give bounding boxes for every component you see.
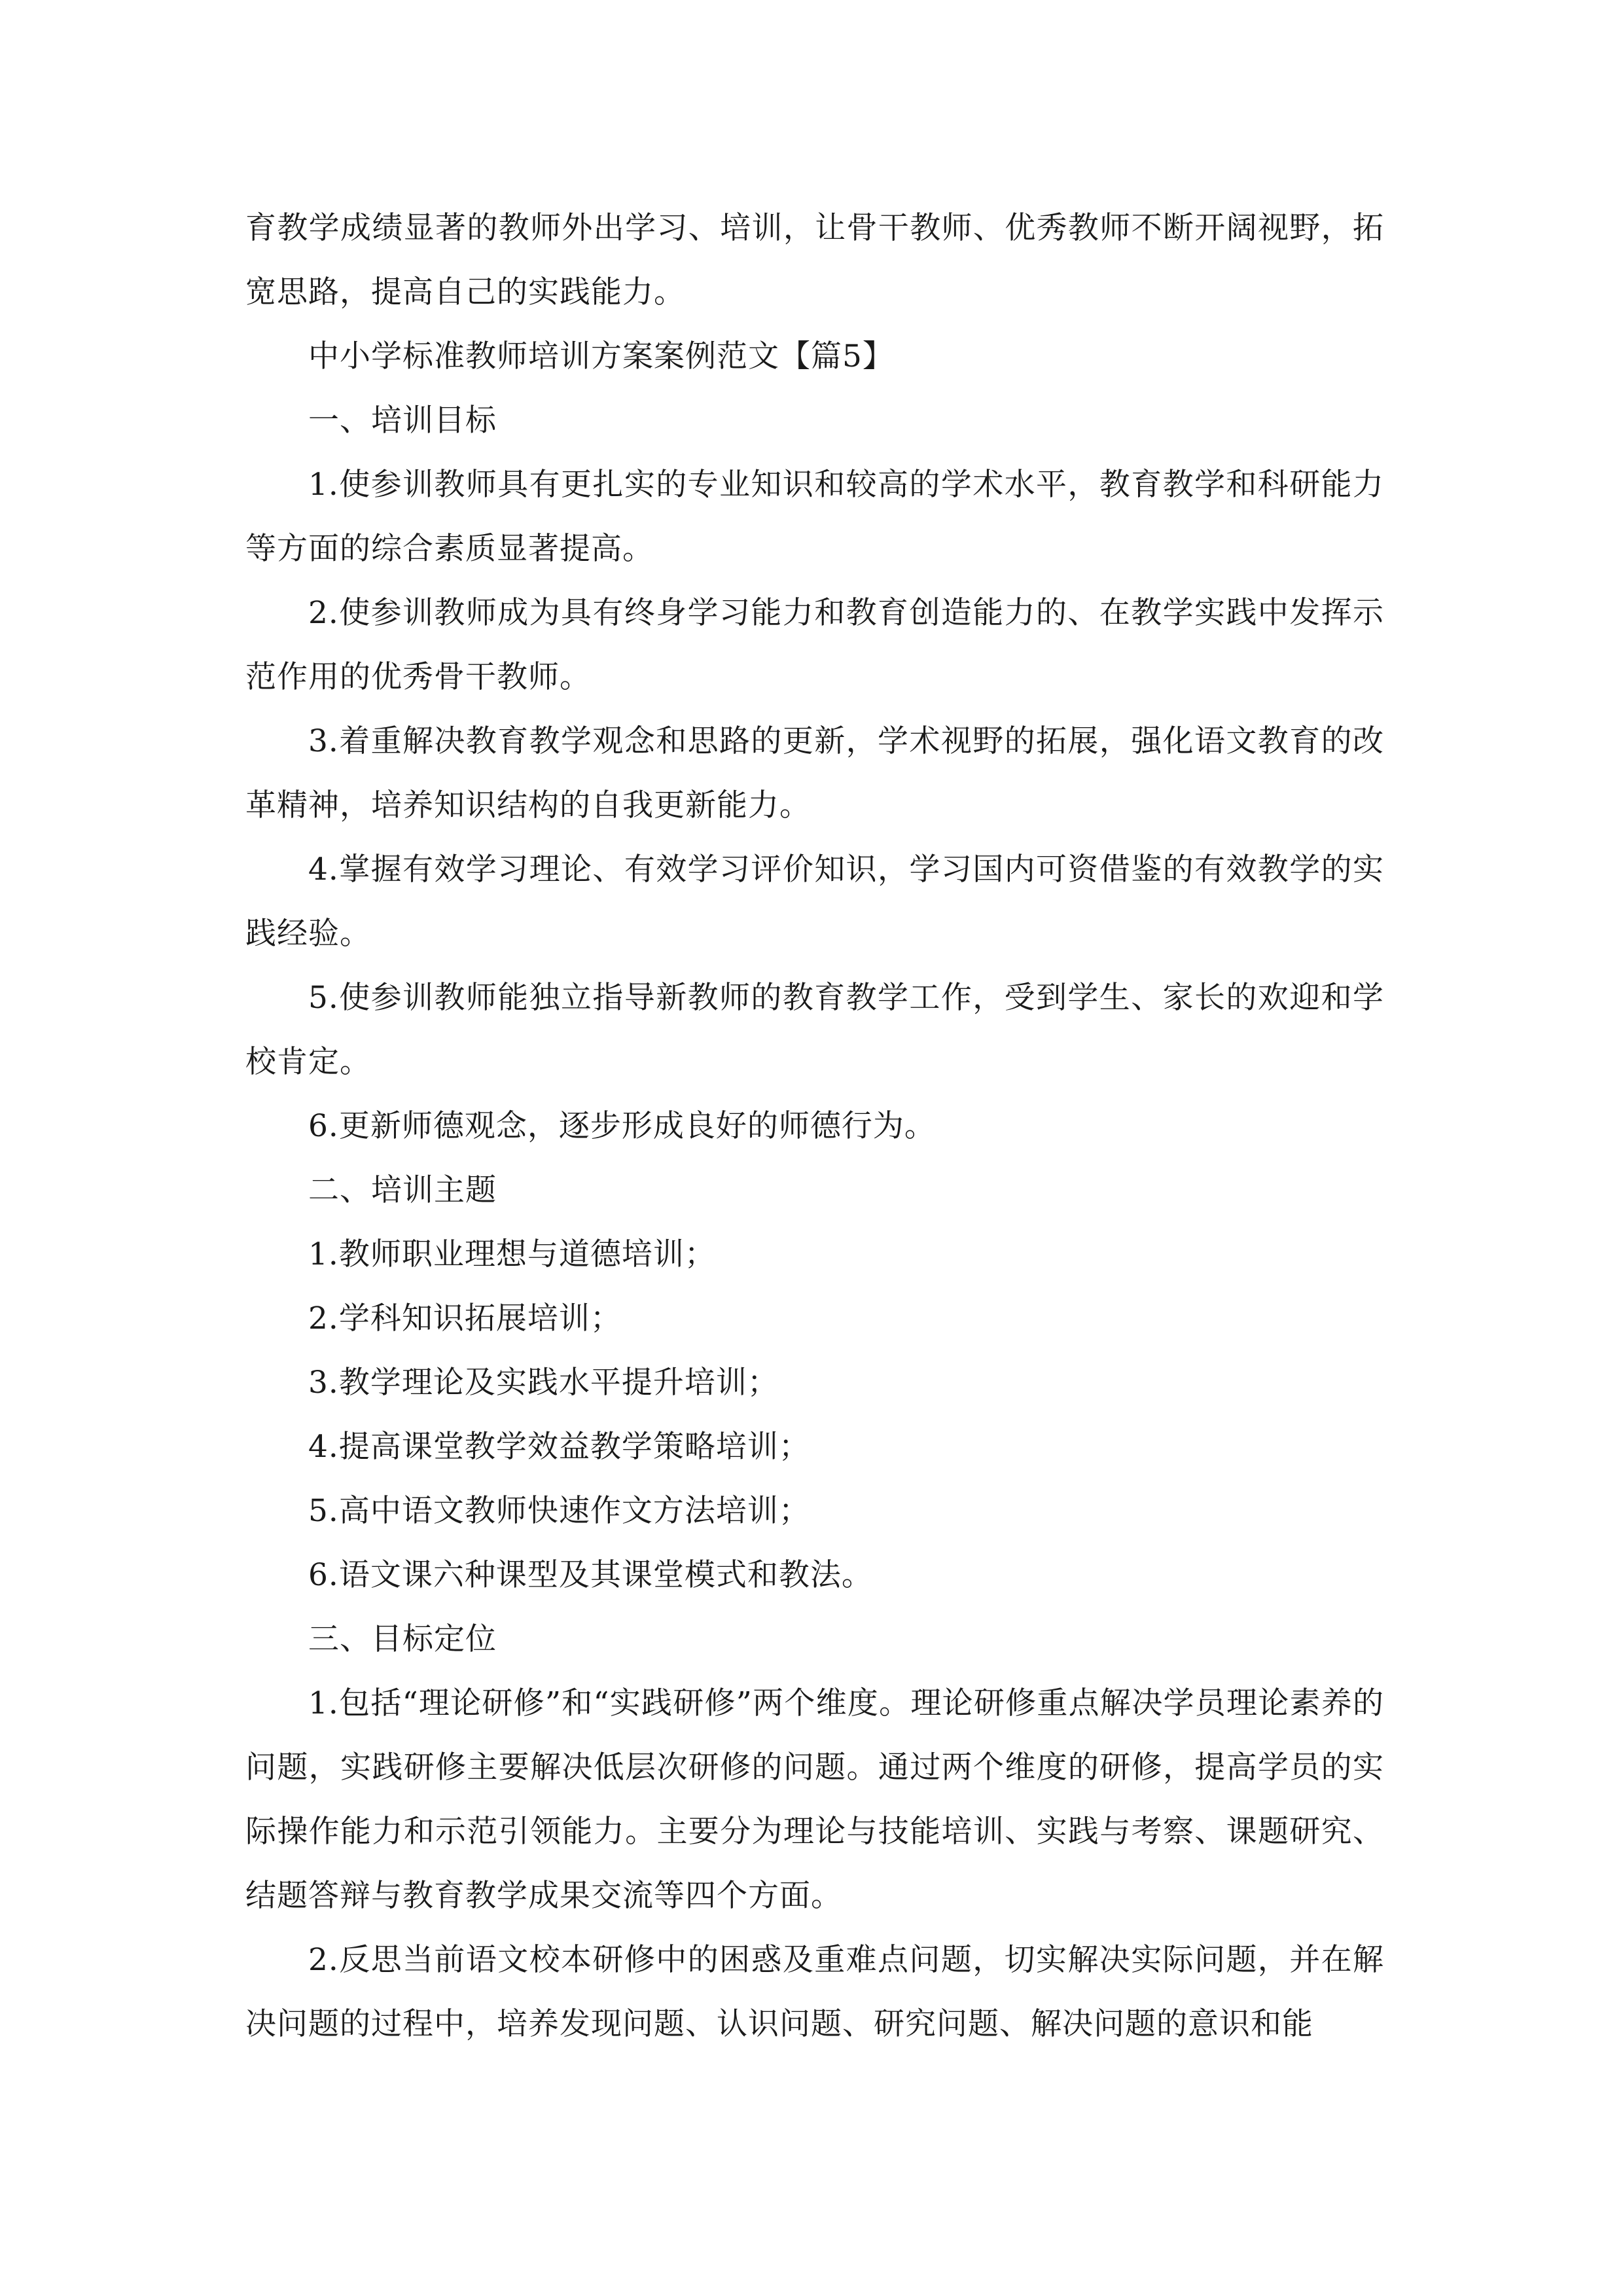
goal-item-4: 4.掌握有效学习理论、有效学习评价知识，学习国内可资借鉴的有效教学的实践经验。 — [245, 852, 1384, 952]
topic-item-5: 5.高中语文教师快速作文方法培训； — [308, 1493, 810, 1529]
document-page — [245, 196, 1384, 2056]
positioning-item-2: 2.反思当前语文校本研修中的困惑及重难点问题，切实解决实际问题，并在解决问题的过程中，培养发现问题、认识问题、研究问题、解决问题的意识和能 — [245, 1942, 1384, 2042]
topic-item-4: 4.提高课堂教学效益教学策略培训； — [308, 1429, 810, 1465]
goal-item-6: 6.更新师德观念，逐步形成良好的师德行为。 — [308, 1108, 936, 1144]
section-title: 中小学标准教师培训方案案例范文【篇5】 — [308, 338, 894, 374]
goal-item-5: 5.使参训教师能独立指导新教师的教育教学工作，受到学生、家长的欢迎和学校肯定。 — [245, 980, 1384, 1080]
topic-item-6: 6.语文课六种课型及其课堂模式和教法。 — [308, 1557, 873, 1593]
paragraph-continuation: 育教学成绩显著的教师外出学习、培训，让骨干教师、优秀教师不断开阔视野，拓宽思路，提高自己的实践能力。 — [245, 210, 1384, 310]
heading-target-positioning: 三、目标定位 — [308, 1621, 497, 1657]
heading-training-goals: 一、培训目标 — [308, 403, 497, 439]
goal-item-1: 1.使参训教师具有更扎实的专业知识和较高的学术水平，教育教学和科研能力等方面的综合素质显著提高。 — [245, 467, 1384, 567]
heading-training-topics: 二、培训主题 — [308, 1172, 497, 1208]
topic-item-1: 1.教师职业理想与道德培训； — [308, 1236, 716, 1272]
goal-item-2: 2.使参训教师成为具有终身学习能力和教育创造能力的、在教学实践中发挥示范作用的优秀骨干教师。 — [245, 595, 1384, 695]
topic-item-3: 3.教学理论及实践水平提升培训； — [308, 1365, 779, 1401]
topic-item-2: 2.学科知识拓展培训； — [308, 1300, 622, 1336]
positioning-item-1: 1.包括“理论研修”和“实践研修”两个维度。理论研修重点解决学员理论素养的问题，实践研修主要解决低层次研修的问题。通过两个维度的研修，提高学员的实际操作能力和示范引领能力。主要分为理论与技能培训、实践与考察、课题研究、结题答辩与教育教学成果交流等四个方面。 — [245, 1685, 1384, 1914]
goal-item-3: 3.着重解决教育教学观念和思路的更新，学术视野的拓展，强化语文教育的改革精神，培养知识结构的自我更新能力。 — [245, 723, 1384, 823]
